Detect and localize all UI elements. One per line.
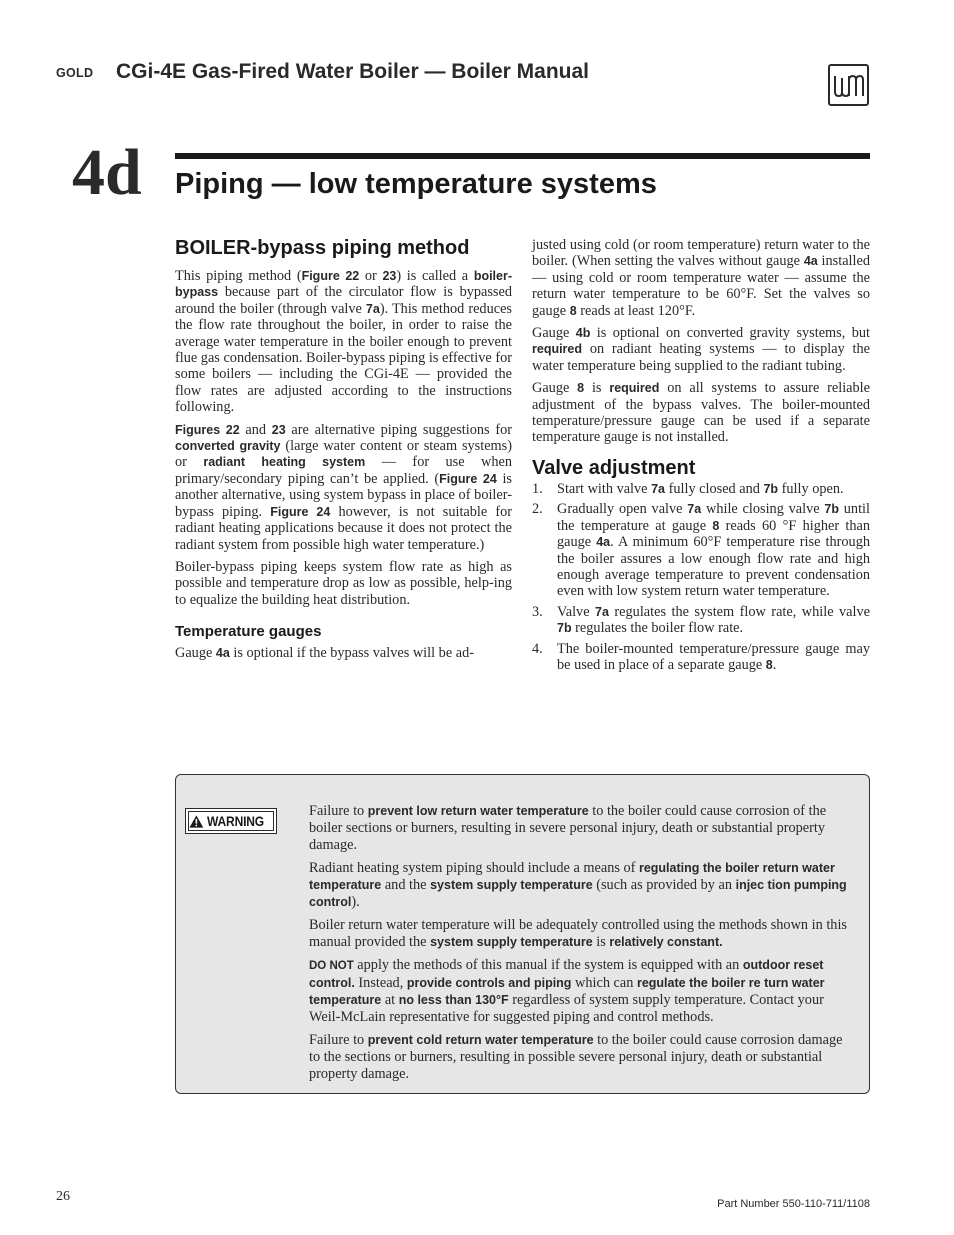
brand-label: GOLD: [56, 66, 94, 80]
paragraph: justed using cold (or room temperature) return water to the boiler. (When setting the valves without gauge 4a installed — using cold or room temperature water — assume the return water temperature to be 60°F. Set the valves so gauge 8 reads at least 120°F.: [532, 237, 870, 319]
warning-paragraph: Failure to prevent low return water temperature to the boiler could cause corrosion of the boiler sections or burners, resulting in severe personal injury, death or substantial property damage.: [309, 803, 827, 853]
temperature-gauges-heading: Temperature gauges: [175, 623, 322, 641]
bypass-method-heading: BOILER-bypass piping method: [175, 237, 470, 259]
paragraph: Gauge 4b is optional on converted gravity systems, but required on radiant heating systems — to display the water temperature being supplied to the radiant tubing.: [532, 325, 870, 374]
page-header: [56, 60, 796, 90]
paragraph: This piping method (Figure 22 or 23) is called a boiler-bypass because part of the circulator flow is bypassed around the boiler (through valve 7a). This method reduces the flow rate throughout the boiler, in order to raise the average water temperature in the boiler enough to prevent flue gas condensation. Boiler-bypass piping is effective for some boilers — including the CGi-4E — provided the flow rates are adjusted according to the instructions following.: [175, 268, 513, 416]
warning-paragraph: Radiant heating system piping should include a means of regulating the boiler return water temperature and the system supply temperature (such as provided by an injec tion pumping control).: [309, 860, 847, 910]
part-number: Part Number 550-110-711/1108: [717, 1198, 870, 1210]
list-item: 4. The boiler-mounted temperature/pressure gauge may be used in place of a separate gauge 8.: [532, 640, 870, 673]
section-number: 4d: [72, 136, 142, 209]
warning-badge: [185, 808, 277, 834]
valve-steps-list: [532, 481, 870, 673]
left-column: [175, 236, 512, 667]
section-divider: [175, 153, 870, 159]
right-column: [532, 237, 870, 677]
section-title: Piping — low temperature systems: [175, 168, 657, 200]
document-title: CGi-4E Gas-Fired Water Boiler — Boiler Manual: [116, 60, 589, 83]
warning-label: WARNING: [206, 813, 264, 829]
warning-paragraph: Boiler return water temperature will be adequately controlled using the methods shown in this manual provided the system supply temperature is relatively constant.: [309, 917, 847, 950]
warning-paragraph: Failure to prevent cold return water temperature to the boiler could cause corrosion damage to the sections or burners, resulting in possible severe personal injury, death or substantial property damage.: [309, 1032, 843, 1082]
paragraph: Boiler-bypass piping keeps system flow rate as high as possible and temperature drop as low as possible, help-ing to equalize the building heat distribution.: [175, 558, 512, 608]
warning-paragraph: DO NOT apply the methods of this manual if the system is equipped with an outdoor reset control. Instead, provide controls and piping which can regulate the boiler re turn water temperature at no less than 130°F regardless of system supply temperature. Contact your Weil-McLain representative for suggested piping and control methods.: [309, 957, 825, 1025]
paragraph: Gauge 8 is required on all systems to assure reliable adjustment of the bypass valves. The boiler-mounted temperature/pressure gauge can be used if a separate temperature gauge is not installed.: [532, 380, 870, 446]
list-item: 2. Gradually open valve 7a while closing valve 7b until the temperature at gauge 8 reads 60 °F higher than gauge 4a. A minimum 60°F temperature rise through the boiler assures a low enough flow rate and high enough average temperature to prevent condensation even with low system return water temperature.: [532, 501, 871, 600]
paragraph: Gauge 4a is optional if the bypass valves will be ad-: [175, 644, 474, 661]
weil-mclain-logo-icon: [828, 64, 869, 106]
list-item: 1. Start with valve 7a fully closed and 7b fully open.: [532, 480, 844, 497]
warning-triangle-icon: [189, 814, 204, 829]
page-number: 26: [56, 1189, 70, 1204]
warning-box: [175, 774, 870, 1094]
warning-text: [308, 803, 854, 1089]
paragraph: Figures 22 and 23 are alternative piping suggestions for converted gravity (large water content or steam systems) or radiant heating system — for use when primary/secondary piping can’t be applied. (Figure 24 is another alternative, using system bypass in place of boiler-bypass piping. Figure 24 however, is not suitable for radiant heating applications because it does not protect the radiant system from possible high water temperature.): [175, 421, 513, 553]
valve-adjustment-heading: Valve adjustment: [532, 456, 696, 479]
list-item: 3. Valve 7a regulates the system flow rate, while valve 7b regulates the boiler flow rate.: [532, 603, 870, 637]
